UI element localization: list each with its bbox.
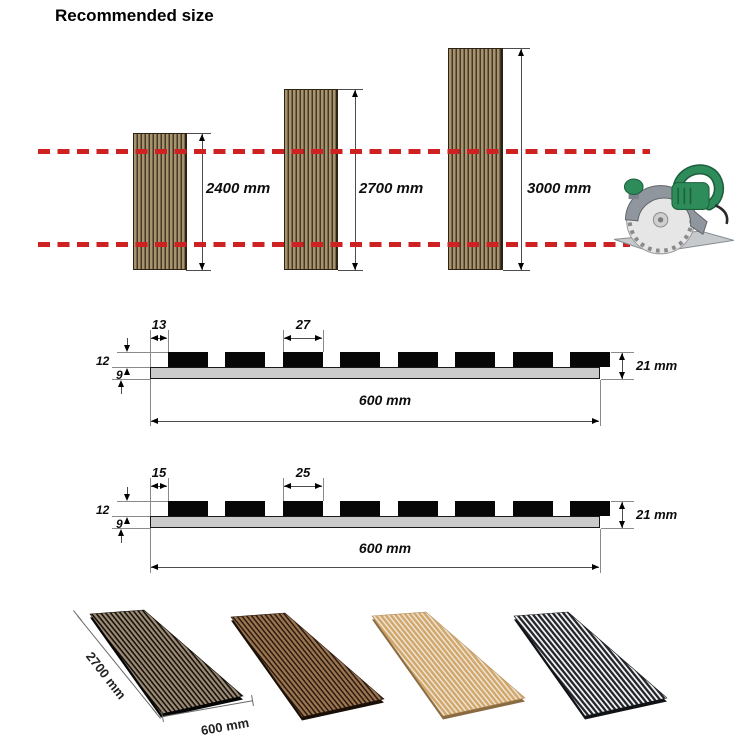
dim-tick bbox=[503, 48, 530, 49]
dim-tick bbox=[73, 610, 82, 621]
width-dim-line bbox=[151, 421, 599, 422]
extension-line bbox=[168, 330, 169, 352]
slat bbox=[455, 501, 495, 516]
total-thickness-label: 21 mm bbox=[636, 358, 678, 373]
arrow-tail bbox=[121, 387, 122, 394]
height-dim-line-3000 bbox=[521, 49, 522, 270]
extension-line bbox=[117, 501, 168, 502]
slat bbox=[340, 501, 380, 516]
arrowhead bbox=[284, 483, 291, 489]
slat bbox=[168, 352, 208, 367]
slat-width-label: 27 bbox=[295, 317, 311, 332]
height-label-2400: 2400 mm bbox=[206, 180, 271, 197]
total-thickness-label: 21 mm bbox=[636, 507, 678, 522]
arrowhead bbox=[124, 345, 130, 352]
arrowhead bbox=[151, 418, 158, 424]
arrowhead bbox=[315, 483, 322, 489]
iso-width-label: 600 mm bbox=[199, 714, 251, 739]
slat-row bbox=[168, 352, 610, 367]
arrowhead bbox=[619, 521, 625, 528]
slat bbox=[455, 352, 495, 367]
panel-width-label: 600 mm bbox=[358, 392, 412, 408]
slat-row bbox=[168, 501, 610, 516]
extension-line bbox=[168, 478, 169, 501]
circular-saw-icon bbox=[612, 162, 736, 260]
iso-panel-black bbox=[512, 610, 682, 725]
height-dim-line-2400 bbox=[202, 134, 203, 270]
slat bbox=[513, 352, 553, 367]
extension-line bbox=[323, 330, 324, 352]
slat bbox=[168, 501, 208, 516]
slat bbox=[398, 352, 438, 367]
extension-line bbox=[600, 380, 601, 426]
slat bbox=[398, 501, 438, 516]
slat-width-label: 25 bbox=[295, 465, 311, 480]
slat-height-label: 12 bbox=[96, 354, 110, 368]
arrowhead bbox=[124, 368, 130, 375]
arrowhead bbox=[518, 263, 524, 270]
arrowhead bbox=[160, 483, 167, 489]
height-label-2700: 2700 mm bbox=[359, 180, 424, 197]
iso-length-label: 2700 mm bbox=[82, 648, 130, 703]
dim-tick bbox=[503, 270, 530, 271]
slat bbox=[570, 501, 610, 516]
slat bbox=[225, 501, 265, 516]
arrowhead bbox=[518, 49, 524, 56]
arrowhead bbox=[352, 263, 358, 270]
arrowhead bbox=[124, 517, 130, 524]
dim-tick bbox=[186, 270, 211, 271]
slat bbox=[340, 352, 380, 367]
slat bbox=[283, 501, 323, 516]
slat-height-label: 12 bbox=[96, 503, 110, 517]
extension-line bbox=[600, 529, 601, 573]
slat-panel-3000 bbox=[448, 48, 503, 270]
slat bbox=[225, 352, 265, 367]
base-thickness-label: 9 bbox=[116, 517, 123, 531]
edge-gap-label: 15 bbox=[151, 465, 167, 480]
dim-tick bbox=[338, 270, 363, 271]
arrowhead bbox=[284, 335, 291, 341]
arrowhead bbox=[619, 353, 625, 360]
extension-line bbox=[283, 330, 284, 352]
arrowhead bbox=[592, 418, 599, 424]
extension-line bbox=[601, 528, 634, 529]
cut-line-top bbox=[38, 149, 650, 154]
arrowhead bbox=[592, 564, 599, 570]
extension-line bbox=[117, 352, 168, 353]
edge-gap-label: 13 bbox=[151, 317, 167, 332]
arrowhead bbox=[619, 502, 625, 509]
arrow-tail bbox=[121, 536, 122, 543]
cut-line-bottom bbox=[38, 242, 630, 247]
extension-line bbox=[283, 478, 284, 501]
slat bbox=[283, 352, 323, 367]
base-board bbox=[150, 516, 600, 528]
arrowhead bbox=[151, 335, 158, 341]
slat bbox=[570, 352, 610, 367]
base-board bbox=[150, 367, 600, 379]
arrowhead bbox=[199, 263, 205, 270]
arrowhead bbox=[151, 564, 158, 570]
arrowhead bbox=[352, 90, 358, 97]
extension-line bbox=[601, 379, 634, 380]
extension-line bbox=[323, 478, 324, 501]
arrowhead bbox=[315, 335, 322, 341]
arrowhead bbox=[151, 483, 158, 489]
arrowhead bbox=[199, 134, 205, 141]
base-thickness-label: 9 bbox=[116, 368, 123, 382]
arrowhead bbox=[160, 335, 167, 341]
dim-tick bbox=[338, 89, 363, 90]
width-dim-line bbox=[151, 567, 599, 568]
slat bbox=[513, 501, 553, 516]
height-label-3000: 3000 mm bbox=[527, 180, 592, 197]
panel-width-label: 600 mm bbox=[358, 540, 412, 556]
arrowhead bbox=[619, 372, 625, 379]
page-title: Recommended size bbox=[55, 6, 214, 25]
arrowhead bbox=[124, 494, 130, 501]
